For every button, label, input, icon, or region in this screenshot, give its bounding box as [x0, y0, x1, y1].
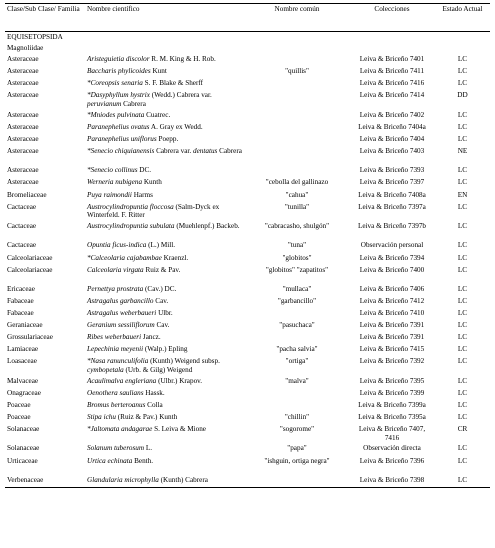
common-name-cell: [245, 332, 349, 344]
scientific-name-italic: Ribes weberbaueri: [87, 333, 142, 342]
common-name-cell: [245, 308, 349, 320]
scientific-name-italic: *Mniodes pulvinata: [87, 110, 145, 119]
scientific-name-author: Cuatrec.: [144, 110, 171, 119]
family-cell: Lamiaceae: [7, 345, 39, 354]
table-row: [5, 308, 490, 320]
scientific-name-cell: [85, 443, 245, 455]
scientific-name-italic: *Calceolaria cajabambae: [87, 253, 162, 262]
scientific-name-cell: [85, 400, 245, 412]
scientific-name-author: (Walp.) Epling: [143, 345, 188, 354]
scientific-name-italic: Puya raimondii: [87, 190, 132, 199]
scientific-name-cell: [85, 202, 245, 221]
scientific-name-italic: Bromus berteroanus: [87, 400, 146, 409]
status-cell: LC: [457, 166, 468, 175]
scientific-name-italic: Calceolaria virgata: [87, 265, 144, 274]
common-name-cell: [245, 122, 349, 134]
table-row: [5, 110, 490, 122]
table-row: [5, 146, 490, 165]
scientific-name-author: (Ulbr.) Krapov.: [156, 376, 203, 385]
collection-cell: Leiva & Briceño 7411: [359, 67, 425, 76]
family-cell: Fabaceae: [7, 308, 34, 317]
common-name-cell: [245, 400, 349, 412]
family-cell: Loasaceae: [7, 357, 37, 366]
table-row: [5, 456, 490, 475]
scientific-name-italic: *Senecio chiquianensis: [87, 146, 155, 155]
common-name-cell: "garbancillo": [277, 296, 317, 305]
common-name-cell: [245, 110, 349, 122]
common-name-cell: "ortiga": [285, 357, 309, 366]
collection-cell: Leiva & Briceño 7395a: [358, 412, 426, 421]
status-cell: LC: [457, 376, 468, 385]
common-name-cell: "papa": [287, 444, 307, 453]
scientific-name-cell: [85, 344, 245, 356]
scientific-name-cell: [85, 296, 245, 308]
scientific-name-cell: [85, 475, 245, 488]
family-cell: Asteraceae: [7, 134, 39, 143]
collection-cell: Leiva & Briceño 7412: [359, 296, 425, 305]
family-cell: Onagraceae: [7, 388, 41, 397]
scientific-name-italic: Austrocylindropuntia floccosa: [87, 202, 174, 211]
scientific-name-author-2: Cabrera: [121, 99, 146, 108]
scientific-name-cell: [85, 54, 245, 66]
status-cell: LC: [457, 475, 468, 484]
status-cell: LC: [457, 241, 468, 250]
scientific-name-italic: Austrocylindropuntia subulata: [87, 222, 175, 231]
status-cell: LC: [457, 79, 468, 88]
status-cell: LC: [457, 253, 468, 262]
scientific-name-cell: [85, 190, 245, 202]
scientific-name-italic: Pernettya prostrata: [87, 284, 144, 293]
scientific-name-italic: Paranephelius ovatus: [87, 122, 150, 131]
common-name-cell: "tuna": [287, 241, 307, 250]
family-cell: Fabaceae: [7, 296, 34, 305]
scientific-name-italic: Oenothera saulians: [87, 388, 144, 397]
status-cell: LC: [457, 110, 468, 119]
scientific-name-italic: Glandularia microphylla: [87, 475, 159, 484]
common-name-cell: "pacha salvia": [276, 345, 318, 354]
collection-cell: Leiva & Briceño 7404a: [358, 122, 426, 131]
family-cell: Malvaceae: [7, 376, 39, 385]
scientific-name-author: A. Gray ex Wedd.: [149, 122, 203, 131]
scientific-name-cell: [85, 66, 245, 78]
table-row: [5, 54, 490, 66]
status-cell: LC: [457, 265, 468, 274]
scientific-name-cell: [85, 332, 245, 344]
scientific-name-italic: Urtica echinata: [87, 456, 133, 465]
table-row: [5, 376, 490, 388]
table-row: [5, 78, 490, 90]
common-name-cell: "sogorome": [279, 425, 315, 434]
table-row: [5, 66, 490, 78]
status-cell: LC: [457, 357, 468, 366]
family-cell: Grossulariaceae: [7, 333, 53, 342]
scientific-name-italic: Werneria nubigena: [87, 178, 143, 187]
family-cell: Verbenaceae: [7, 475, 44, 484]
status-cell: LC: [457, 222, 468, 231]
common-name-cell: [245, 388, 349, 400]
family-cell: Geraniaceae: [7, 320, 43, 329]
scientific-name-infraspecific: cymbopetala: [87, 365, 124, 374]
collection-cell: Leiva & Briceño 7397b: [357, 222, 427, 231]
scientific-name-author: (L.) Mill.: [146, 241, 176, 250]
status-cell: LC: [457, 178, 468, 187]
collection-cell: Leiva & Briceño 7404: [359, 134, 425, 143]
collection-cell: Leiva & Briceño 7395: [359, 376, 425, 385]
scientific-name-author: Harms: [131, 190, 153, 199]
collection-cell: Observación personal: [360, 241, 424, 250]
division-row: [5, 32, 490, 45]
scientific-name-cell: [85, 265, 245, 277]
scientific-name-italic: Lepechinia meyenii: [87, 345, 144, 354]
status-cell: LC: [457, 308, 468, 317]
collection-cell: Leiva & Briceño 7406: [359, 284, 425, 293]
collection-cell: Leiva & Briceño 7391: [359, 333, 425, 342]
status-cell: LC: [457, 55, 468, 63]
subclass-row: [5, 44, 490, 54]
scientific-name-author: (Muehlenpf.) Backeb.: [174, 222, 240, 231]
scientific-name-author-2: Cabrera: [217, 146, 242, 155]
family-cell: Ericaceae: [7, 284, 35, 293]
table-row: [5, 202, 490, 221]
scientific-name-author: L.: [144, 444, 153, 453]
scientific-name-author: Ruiz & Pav.: [143, 265, 181, 274]
table-row: [5, 475, 490, 488]
scientific-name-cell: [85, 320, 245, 332]
collection-cell: Leiva & Briceño 7402: [359, 110, 425, 119]
status-cell: LC: [457, 67, 468, 76]
common-name-cell: [245, 134, 349, 146]
scientific-name-author: Kraenzl.: [161, 253, 189, 262]
collection-cell: Leiva & Briceño 7416: [359, 79, 425, 88]
collection-cell: Leiva & Briceño 7396: [359, 456, 425, 465]
status-cell: LC: [457, 456, 468, 465]
scientific-name-author: (Cav.) DC.: [143, 284, 177, 293]
collection-cell: Leiva & Briceño 7415: [359, 345, 425, 354]
spacer-cell: [5, 277, 490, 284]
division-label: EQUISETOPSIDA: [7, 33, 63, 41]
family-cell: Asteraceae: [7, 55, 39, 63]
common-name-cell: [245, 78, 349, 90]
scientific-name-italic: *Nasa ranunculifolia: [87, 357, 149, 366]
common-name-cell: [245, 475, 349, 488]
family-cell: Solanaceae: [7, 425, 40, 434]
scientific-name-author: (Kunth) Weigend subsp.: [148, 357, 220, 366]
scientific-name-author: Kunt: [150, 67, 167, 76]
header-scientific-name: Nombre científico: [87, 5, 140, 13]
scientific-name-author: Cav.: [154, 320, 170, 329]
scientific-name-author: Poepp.: [156, 134, 179, 143]
scientific-name-cell: [85, 122, 245, 134]
table-row: [5, 412, 490, 424]
table-row: [5, 443, 490, 455]
scientific-name-cell: [85, 284, 245, 296]
collection-cell: Observación directa: [363, 444, 421, 453]
scientific-name-author: (Kunth) Cabrera: [158, 475, 208, 484]
common-name-cell: "pasuchaca": [279, 320, 315, 329]
table-row: [5, 190, 490, 202]
scientific-name-italic: Solanum tuberosum: [87, 444, 145, 453]
collection-cell: Leiva & Briceño 7391: [359, 320, 425, 329]
family-cell: Cactaceae: [7, 202, 37, 211]
common-name-cell: "malva": [285, 376, 309, 385]
scientific-name-cell: [85, 456, 245, 475]
scientific-name-author: R. M. King & H. Rob.: [149, 55, 216, 63]
family-cell: Cactaceae: [7, 222, 37, 231]
scientific-name-italic: Baccharis phylicoides: [87, 67, 151, 76]
scientific-name-cell: [85, 177, 245, 189]
family-cell: Asteraceae: [7, 91, 39, 100]
collection-cell: Leiva & Briceño 7397: [359, 178, 425, 187]
collection-cell: Leiva & Briceño 7401: [359, 55, 425, 63]
scientific-name-italic: Stipa ichu: [87, 412, 116, 421]
scientific-name-cell: [85, 134, 245, 146]
scientific-name-cell: [85, 165, 245, 177]
header-collections: Colecciones: [374, 5, 410, 13]
collection-cell: Leiva & Briceño 7410: [359, 308, 425, 317]
collection-cell: Leiva & Briceño 7398: [359, 475, 425, 484]
scientific-name-author: Ulbr.: [156, 308, 173, 317]
scientific-name-italic: Aristeguietia discolor: [87, 55, 150, 63]
collection-cell: Leiva & Briceño 7400: [359, 265, 425, 274]
family-cell: Poaceae: [7, 400, 31, 409]
scientific-name-cell: [85, 376, 245, 388]
common-name-cell: [245, 90, 349, 109]
table-row: [5, 344, 490, 356]
scientific-name-cell: [85, 78, 245, 90]
scientific-name-author: Jancz.: [141, 333, 161, 342]
common-name-cell: "quillis": [285, 67, 309, 76]
collection-cell: Leiva & Briceño 7403: [359, 146, 425, 155]
family-cell: Calceolariaceae: [7, 253, 53, 262]
collection-cell: Leiva & Briceño 7407, 7416: [358, 425, 426, 442]
scientific-name-cell: [85, 240, 245, 252]
status-cell: LC: [457, 388, 468, 397]
common-name-cell: "ishguin, ortiga negra": [264, 456, 330, 465]
common-name-cell: "mullaca": [282, 284, 312, 293]
status-cell: LC: [457, 444, 468, 453]
family-cell: Solanaceae: [7, 444, 40, 453]
collection-cell: Leiva & Briceño 7399a: [358, 400, 426, 409]
status-cell: LC: [457, 333, 468, 342]
common-name-cell: "tunilla": [284, 202, 310, 211]
table-row: [5, 356, 490, 375]
scientific-name-author: Kunth: [142, 178, 162, 187]
family-cell: Poaceae: [7, 412, 31, 421]
header-status: Estado Actual: [442, 5, 483, 13]
scientific-name-italic: Acaulimalva engleriana: [87, 376, 157, 385]
common-name-cell: [245, 54, 349, 66]
collection-cell: Leiva & Briceño 7393: [359, 166, 425, 175]
scientific-name-italic: *Coreopsis senaria: [87, 79, 143, 88]
common-name-cell: "globitos" "zapatitos": [265, 265, 329, 274]
scientific-name-italic: *Senecio collinus: [87, 166, 138, 175]
table-row: [5, 253, 490, 265]
scientific-name-cell: [85, 308, 245, 320]
family-cell: Asteraceae: [7, 110, 39, 119]
table-row: [5, 424, 490, 443]
status-cell: LC: [457, 400, 468, 409]
scientific-name-infraspecific: dentatus: [193, 146, 218, 155]
status-cell: LC: [457, 134, 468, 143]
table-row: [5, 122, 490, 134]
scientific-name-author: (Ruiz & Pav.) Kunth: [115, 412, 178, 421]
common-name-cell: "cabracasho, shulgón": [264, 222, 330, 231]
scientific-name-author: S. Leiva & Mione: [152, 425, 206, 434]
status-cell: LC: [457, 284, 468, 293]
common-name-cell: [245, 146, 349, 165]
status-cell: EN: [457, 190, 468, 199]
family-cell: Bromeliaceae: [7, 190, 47, 199]
scientific-name-author: (Salm-Dyck ex Winterfeld. F. Ritter: [87, 202, 220, 220]
table-row: [5, 221, 490, 240]
scientific-name-italic: *Jaltomata andagarae: [87, 425, 153, 434]
scientific-name-author: S. F. Blake & Sherff: [142, 79, 204, 88]
family-cell: Asteraceae: [7, 178, 39, 187]
header-family: Clase/Sub Clase/ Familia: [7, 5, 80, 13]
table-row: [5, 284, 490, 296]
table-header: [5, 4, 490, 32]
scientific-name-italic: Geranium sessiliflorum: [87, 320, 155, 329]
status-cell: NE: [457, 146, 468, 155]
subclass-label: Magnoliidae: [7, 44, 44, 52]
table-row: [5, 296, 490, 308]
scientific-name-italic: *Dasyphyllum hystrix: [87, 91, 150, 100]
scientific-name-cell: [85, 424, 245, 443]
table-row: [5, 388, 490, 400]
scientific-name-author: Cav.: [153, 296, 169, 305]
table-row: [5, 165, 490, 177]
family-cell: Asteraceae: [7, 166, 39, 175]
scientific-name-cell: [85, 253, 245, 265]
family-cell: Cactaceae: [7, 241, 37, 250]
scientific-name-author: Colla: [145, 400, 163, 409]
status-cell: CR: [457, 425, 468, 434]
collection-cell: Leiva & Briceño 7394: [359, 253, 425, 262]
common-name-cell: "cebolla del gallinazo: [265, 178, 329, 187]
scientific-name-cell: [85, 412, 245, 424]
scientific-name-italic: Opuntia ficus-indica: [87, 241, 147, 250]
status-cell: LC: [457, 320, 468, 329]
common-name-cell: "cahua": [285, 190, 309, 199]
status-cell: DD: [457, 91, 468, 100]
scientific-name-cell: [85, 146, 245, 165]
scientific-name-cell: [85, 388, 245, 400]
collection-cell: Leiva & Briceño 7392: [359, 357, 425, 366]
family-cell: Asteraceae: [7, 79, 39, 88]
scientific-name-author-2: (Urb. & Gilg) Weigend: [123, 365, 193, 374]
status-cell: LC: [457, 412, 468, 421]
family-cell: Asteraceae: [7, 67, 39, 76]
table-row: [5, 240, 490, 252]
collection-cell: Leiva & Briceño 7414: [359, 91, 425, 100]
scientific-name-cell: [85, 90, 245, 109]
header-common-name: Nombre común: [274, 5, 320, 13]
table-row: [5, 177, 490, 189]
scientific-name-author: Hassk.: [143, 388, 165, 397]
scientific-name-cell: [85, 356, 245, 375]
species-table: [5, 3, 490, 488]
status-cell: LC: [457, 122, 468, 131]
common-name-cell: "globitos": [282, 253, 312, 262]
scientific-name-cell: [85, 221, 245, 240]
scientific-name-infraspecific: peruvianum: [87, 99, 122, 108]
family-cell: Calceolariaceae: [7, 265, 53, 274]
scientific-name-cell: [85, 110, 245, 122]
scientific-name-italic: Astragalus garbancillo: [87, 296, 154, 305]
header-row: [5, 4, 490, 32]
collection-cell: Leiva & Briceño 7399: [359, 388, 425, 397]
table-row: [5, 134, 490, 146]
status-cell: LC: [457, 202, 468, 211]
status-cell: LC: [457, 345, 468, 354]
table-row: [5, 400, 490, 412]
collection-cell: Leiva & Briceño 7397a: [358, 202, 426, 211]
common-name-cell: "chillin": [284, 412, 310, 421]
collection-cell: Leiva & Briceño 7408a: [358, 190, 426, 199]
table-row: [5, 320, 490, 332]
status-cell: LC: [457, 296, 468, 305]
table-body: [5, 32, 490, 488]
family-cell: Urticaceae: [7, 456, 38, 465]
scientific-name-author: Cabrera var.: [154, 146, 193, 155]
scientific-name-author: DC.: [137, 166, 152, 175]
scientific-name-italic: Paranephelius uniflorus: [87, 134, 157, 143]
spacer-row: [5, 277, 490, 284]
table-row: [5, 90, 490, 109]
table-row: [5, 265, 490, 277]
scientific-name-author: (Wedd.) Cabrera var.: [149, 91, 212, 100]
family-cell: Asteraceae: [7, 146, 39, 155]
common-name-cell: [245, 165, 349, 177]
family-cell: Asteraceae: [7, 122, 39, 131]
scientific-name-author: Benth.: [132, 456, 154, 465]
scientific-name-italic: Astragalus weberbaueri: [87, 308, 157, 317]
table-row: [5, 332, 490, 344]
